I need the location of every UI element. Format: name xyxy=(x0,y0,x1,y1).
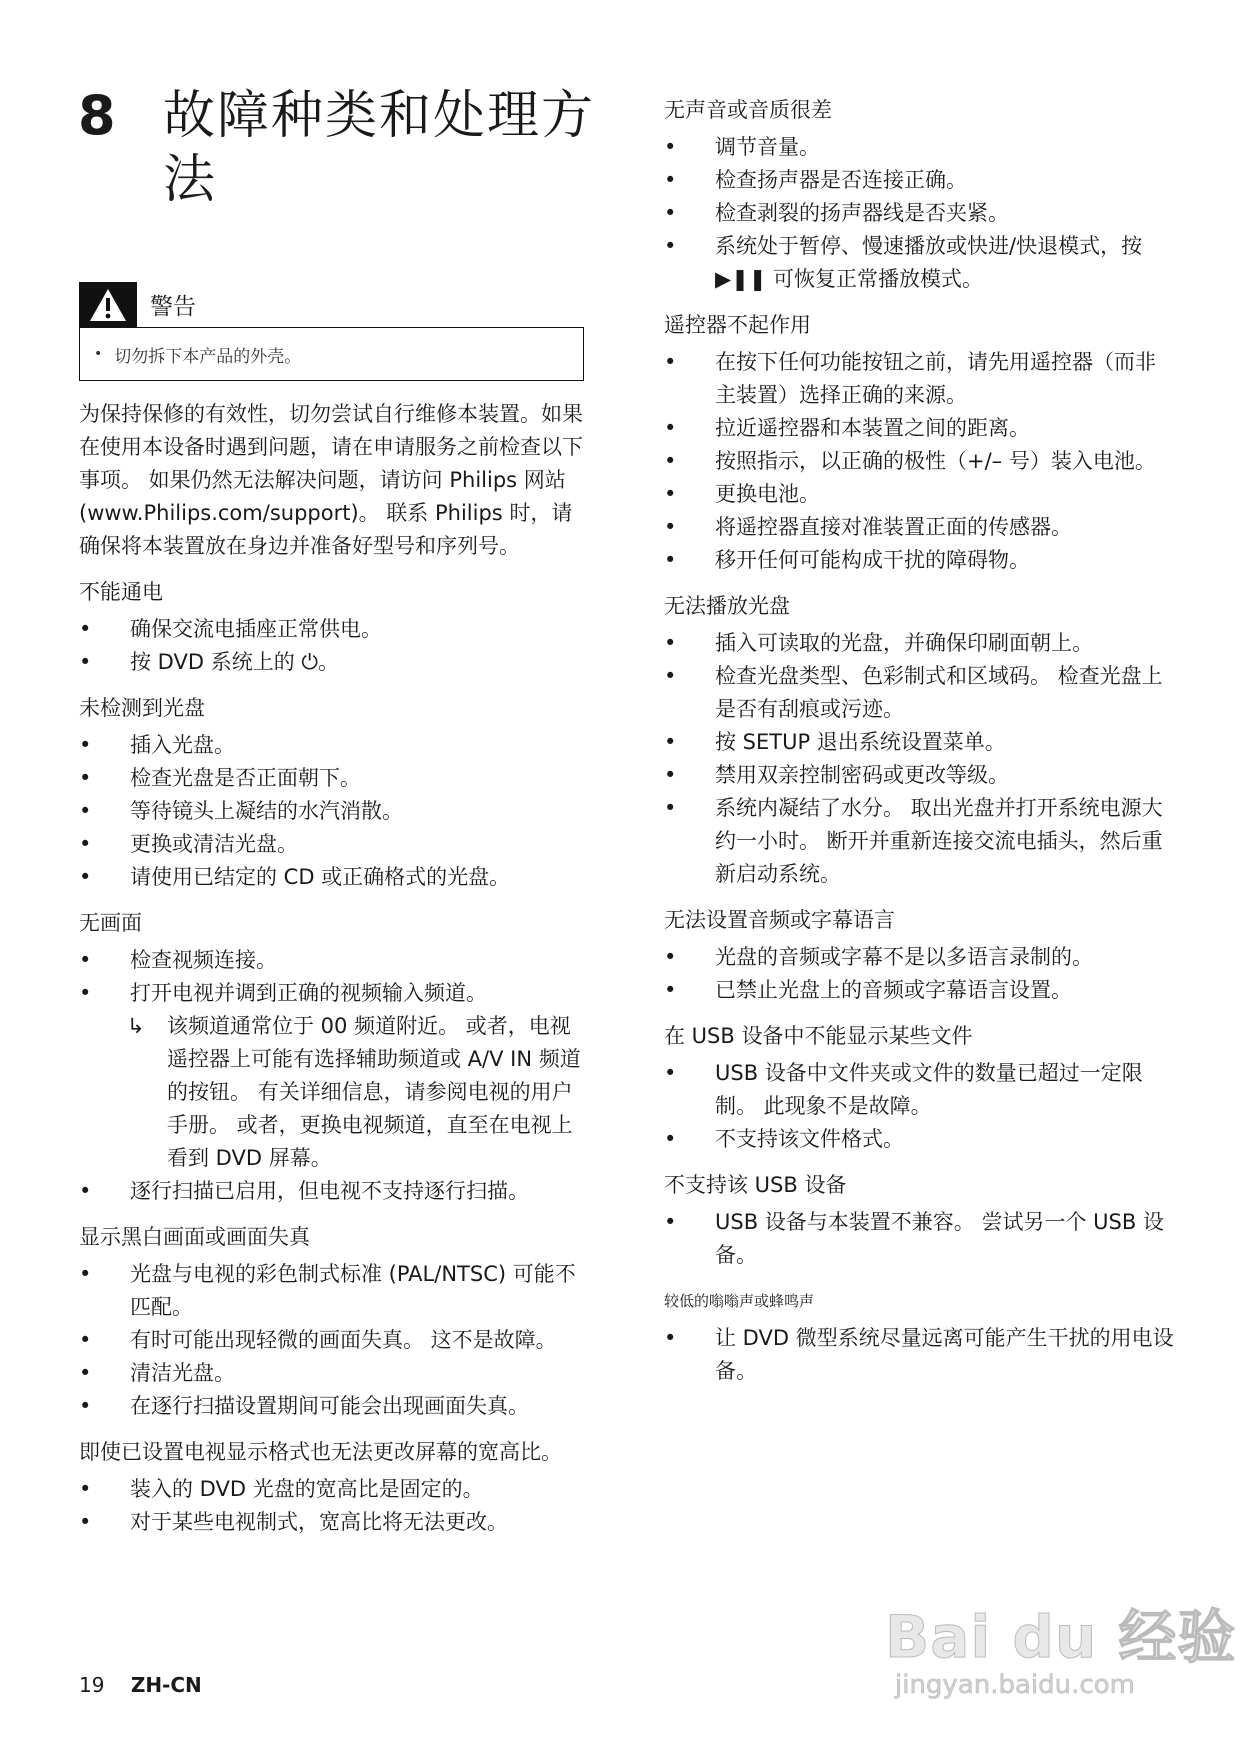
warning-label: 警告 xyxy=(150,294,196,320)
sub-arrow-icon: ↳ xyxy=(127,1014,145,1038)
section-heading: 无声音或音质很差 xyxy=(664,98,832,122)
bullet: • xyxy=(664,664,677,688)
list-item xyxy=(79,646,589,679)
list-item xyxy=(79,613,589,646)
trouble-section xyxy=(79,907,589,1208)
list-item xyxy=(664,511,1174,544)
list-item xyxy=(79,1506,589,1539)
bullet: • xyxy=(664,416,677,440)
bullet: • xyxy=(79,617,92,641)
item-text: 系统处于暂停、慢速播放或快进/快退模式，按 ▶❚❚ 可恢复正常播放模式。 xyxy=(715,234,1143,291)
item-text: 逐行扫描已启用，但电视不支持逐行扫描。 xyxy=(130,1179,529,1203)
list-item xyxy=(664,544,1174,577)
bullet: • xyxy=(664,1210,677,1234)
intro-paragraph: 为保持保修的有效性，切勿尝试自行维修本装置。如果在使用本设备时遇到问题，请在申请服务之前检查以下事项。 如果仍然无法解决问题，请访问 Philips 网站 (www.Philips.com/support)。 联系 Philips 时，请确保将本装置放在身边并准备好型号和序列号。 xyxy=(79,402,583,558)
list-item xyxy=(79,1390,589,1423)
section-heading: 未检测到光盘 xyxy=(79,696,205,720)
bullet: • xyxy=(664,449,677,473)
bullet: • xyxy=(79,1328,92,1352)
trouble-section xyxy=(664,1285,1174,1388)
trouble-section xyxy=(79,1221,589,1423)
item-text: 更换电池。 xyxy=(715,482,820,506)
section-heading: 即使已设置电视显示格式也无法更改屏幕的宽高比。 xyxy=(79,1440,562,1464)
list-item xyxy=(79,762,589,795)
bullet: • xyxy=(79,1361,92,1385)
item-text: 检查光盘是否正面朝下。 xyxy=(130,766,361,790)
item-text: 检查剥裂的扬声器线是否夹紧。 xyxy=(715,201,1009,225)
list-item xyxy=(664,230,1174,296)
bullet: • xyxy=(664,1326,677,1350)
item-text: 按 DVD 系统上的 ⏻。 xyxy=(130,650,339,674)
bullet: • xyxy=(664,796,677,820)
bullet: • xyxy=(664,201,677,225)
item-text: 光盘与电视的彩色制式标准 (PAL/NTSC) 可能不匹配。 xyxy=(130,1262,576,1319)
list-item xyxy=(79,729,589,762)
list-item xyxy=(79,1324,589,1357)
list-item xyxy=(664,197,1174,230)
bullet: • xyxy=(664,730,677,754)
trouble-section xyxy=(664,94,1174,296)
item-text: 更换或清洁光盘。 xyxy=(130,832,298,856)
list-item xyxy=(664,1206,1174,1272)
item-text: 请使用已结定的 CD 或正确格式的光盘。 xyxy=(130,865,511,889)
item-text: 光盘的音频或字幕不是以多语言录制的。 xyxy=(715,945,1093,969)
trouble-section xyxy=(664,309,1174,577)
list-item xyxy=(664,660,1174,726)
left-column xyxy=(79,398,589,1539)
trouble-section xyxy=(664,1169,1174,1272)
item-text: 拉近遥控器和本装置之间的距离。 xyxy=(715,416,1030,440)
right-column xyxy=(664,81,1174,1388)
item-text: 插入可读取的光盘，并确保印刷面朝上。 xyxy=(715,631,1093,655)
item-text: 打开电视并调到正确的视频输入频道。 xyxy=(130,981,487,1005)
section-heading: 无法播放光盘 xyxy=(664,594,790,618)
trouble-section xyxy=(79,1436,589,1539)
trouble-section xyxy=(664,590,1174,891)
item-text: 对于某些电视制式，宽高比将无法更改。 xyxy=(130,1510,508,1534)
item-text: 已禁止光盘上的音频或字幕语言设置。 xyxy=(715,978,1072,1002)
list-item xyxy=(79,944,589,977)
bullet: • xyxy=(94,346,103,362)
list-item xyxy=(79,1473,589,1506)
list-item xyxy=(664,1322,1174,1388)
bullet: • xyxy=(664,1127,677,1151)
item-text: 检查扬声器是否连接正确。 xyxy=(715,168,967,192)
language-code: ZH-CN xyxy=(130,1673,202,1697)
bullet: • xyxy=(79,799,92,823)
list-item xyxy=(664,974,1174,1007)
list-item xyxy=(664,1057,1174,1123)
item-text: 有时可能出现轻微的画面失真。 这不是故障。 xyxy=(130,1328,557,1352)
bullet: • xyxy=(79,1477,92,1501)
bullet: • xyxy=(664,763,677,787)
bullet: • xyxy=(79,981,92,1005)
list-item xyxy=(664,792,1174,891)
trouble-section xyxy=(664,904,1174,1007)
warning-item: 切勿拆下本产品的外壳。 xyxy=(114,346,302,367)
bullet: • xyxy=(664,482,677,506)
bullet: • xyxy=(664,350,677,374)
sub-item xyxy=(79,1010,589,1175)
trouble-section xyxy=(664,1020,1174,1156)
list-item xyxy=(664,1123,1174,1156)
item-text: 将遥控器直接对准装置正面的传感器。 xyxy=(715,515,1072,539)
page-number: 19 xyxy=(79,1673,105,1697)
sub-item-text: 该频道通常位于 00 频道附近。 或者，电视遥控器上可能有选择辅助频道或 A/V IN 频道的按钮。 有关详细信息，请参阅电视的用户手册。 或者，更换电视频道，直至在电视上看到 DVD 屏幕。 xyxy=(167,1014,581,1170)
bullet: • xyxy=(79,948,92,972)
section-heading: 显示黑白画面或画面失真 xyxy=(79,1225,310,1249)
bullet: • xyxy=(664,1061,677,1085)
warning-triangle-icon xyxy=(79,282,137,327)
section-heading: 不能通电 xyxy=(79,580,163,604)
list-item xyxy=(79,861,589,894)
bullet: • xyxy=(79,1394,92,1418)
watermark-logo: Bai du 经验 xyxy=(885,1603,1237,1671)
section-heading: 不支持该 USB 设备 xyxy=(664,1173,847,1197)
item-text: 插入光盘。 xyxy=(130,733,235,757)
bullet: • xyxy=(79,733,92,757)
section-heading: 在 USB 设备中不能显示某些文件 xyxy=(664,1024,973,1048)
section-heading: 无法设置音频或字幕语言 xyxy=(664,908,895,932)
list-item xyxy=(664,346,1174,412)
bullet: • xyxy=(664,978,677,1002)
page-footer xyxy=(79,1673,202,1697)
list-item xyxy=(664,131,1174,164)
bullet: • xyxy=(79,1179,92,1203)
trouble-section xyxy=(79,576,589,679)
list-item xyxy=(79,1175,589,1208)
list-item xyxy=(664,412,1174,445)
bullet: • xyxy=(664,135,677,159)
list-item xyxy=(79,795,589,828)
bullet: • xyxy=(664,515,677,539)
list-item xyxy=(79,1357,589,1390)
bullet: • xyxy=(79,1510,92,1534)
chapter-title: 故障种类和处理方法 xyxy=(163,86,596,210)
bullet: • xyxy=(79,650,92,674)
list-item xyxy=(664,627,1174,660)
list-item xyxy=(664,445,1174,478)
trouble-section xyxy=(79,692,589,894)
bullet: • xyxy=(664,631,677,655)
item-text: 检查光盘类型、色彩制式和区域码。 检查光盘上是否有刮痕或污迹。 xyxy=(715,664,1163,721)
item-text: 按 SETUP 退出系统设置菜单。 xyxy=(715,730,1006,754)
bullet: • xyxy=(79,766,92,790)
warning-box xyxy=(79,282,584,381)
chapter-number: 8 xyxy=(78,84,116,147)
bullet: • xyxy=(79,832,92,856)
bullet: • xyxy=(664,234,677,258)
section-heading: 遥控器不起作用 xyxy=(664,313,811,337)
section-heading: 无画面 xyxy=(79,911,142,935)
item-text: 装入的 DVD 光盘的宽高比是固定的。 xyxy=(130,1477,484,1501)
item-text: 按照指示，以正确的极性（+/– 号）装入电池。 xyxy=(715,449,1156,473)
bullet: • xyxy=(79,1262,92,1286)
list-item xyxy=(664,726,1174,759)
item-text: 在逐行扫描设置期间可能会出现画面失真。 xyxy=(130,1394,529,1418)
bullet: • xyxy=(664,548,677,572)
list-item xyxy=(79,977,589,1010)
item-text: 系统内凝结了水分。 取出光盘并打开系统电源大约一小时。 断开并重新连接交流电插头，然后重新启动系统。 xyxy=(715,796,1163,886)
list-item xyxy=(664,759,1174,792)
list-item xyxy=(79,828,589,861)
item-text: 清洁光盘。 xyxy=(130,1361,235,1385)
item-text: 在按下任何功能按钮之前，请先用遥控器（而非主装置）选择正确的来源。 xyxy=(715,350,1156,407)
list-item xyxy=(664,478,1174,511)
watermark-url: jingyan.baidu.com xyxy=(895,1670,1135,1700)
list-item xyxy=(79,1258,589,1324)
bullet: • xyxy=(664,945,677,969)
item-text: 移开任何可能构成干扰的障碍物。 xyxy=(715,548,1030,572)
item-text: 让 DVD 微型系统尽量远离可能产生干扰的用电设备。 xyxy=(715,1326,1174,1383)
item-text: USB 设备中文件夹或文件的数量已超过一定限制。 此现象不是故障。 xyxy=(715,1061,1143,1118)
bullet: • xyxy=(664,168,677,192)
item-text: 不支持该文件格式。 xyxy=(715,1127,904,1151)
item-text: 等待镜头上凝结的水汽消散。 xyxy=(130,799,403,823)
list-item xyxy=(664,164,1174,197)
section-heading: 较低的嗡嗡声或蜂鸣声 xyxy=(664,1292,815,1310)
bullet: • xyxy=(79,865,92,889)
item-text: 检查视频连接。 xyxy=(130,948,277,972)
item-text: 禁用双亲控制密码或更改等级。 xyxy=(715,763,1009,787)
baidu-watermark xyxy=(885,1590,1236,1700)
list-item xyxy=(664,941,1174,974)
item-text: 调节音量。 xyxy=(715,135,820,159)
item-text: USB 设备与本装置不兼容。 尝试另一个 USB 设备。 xyxy=(715,1210,1164,1267)
item-text: 确保交流电插座正常供电。 xyxy=(130,617,382,641)
